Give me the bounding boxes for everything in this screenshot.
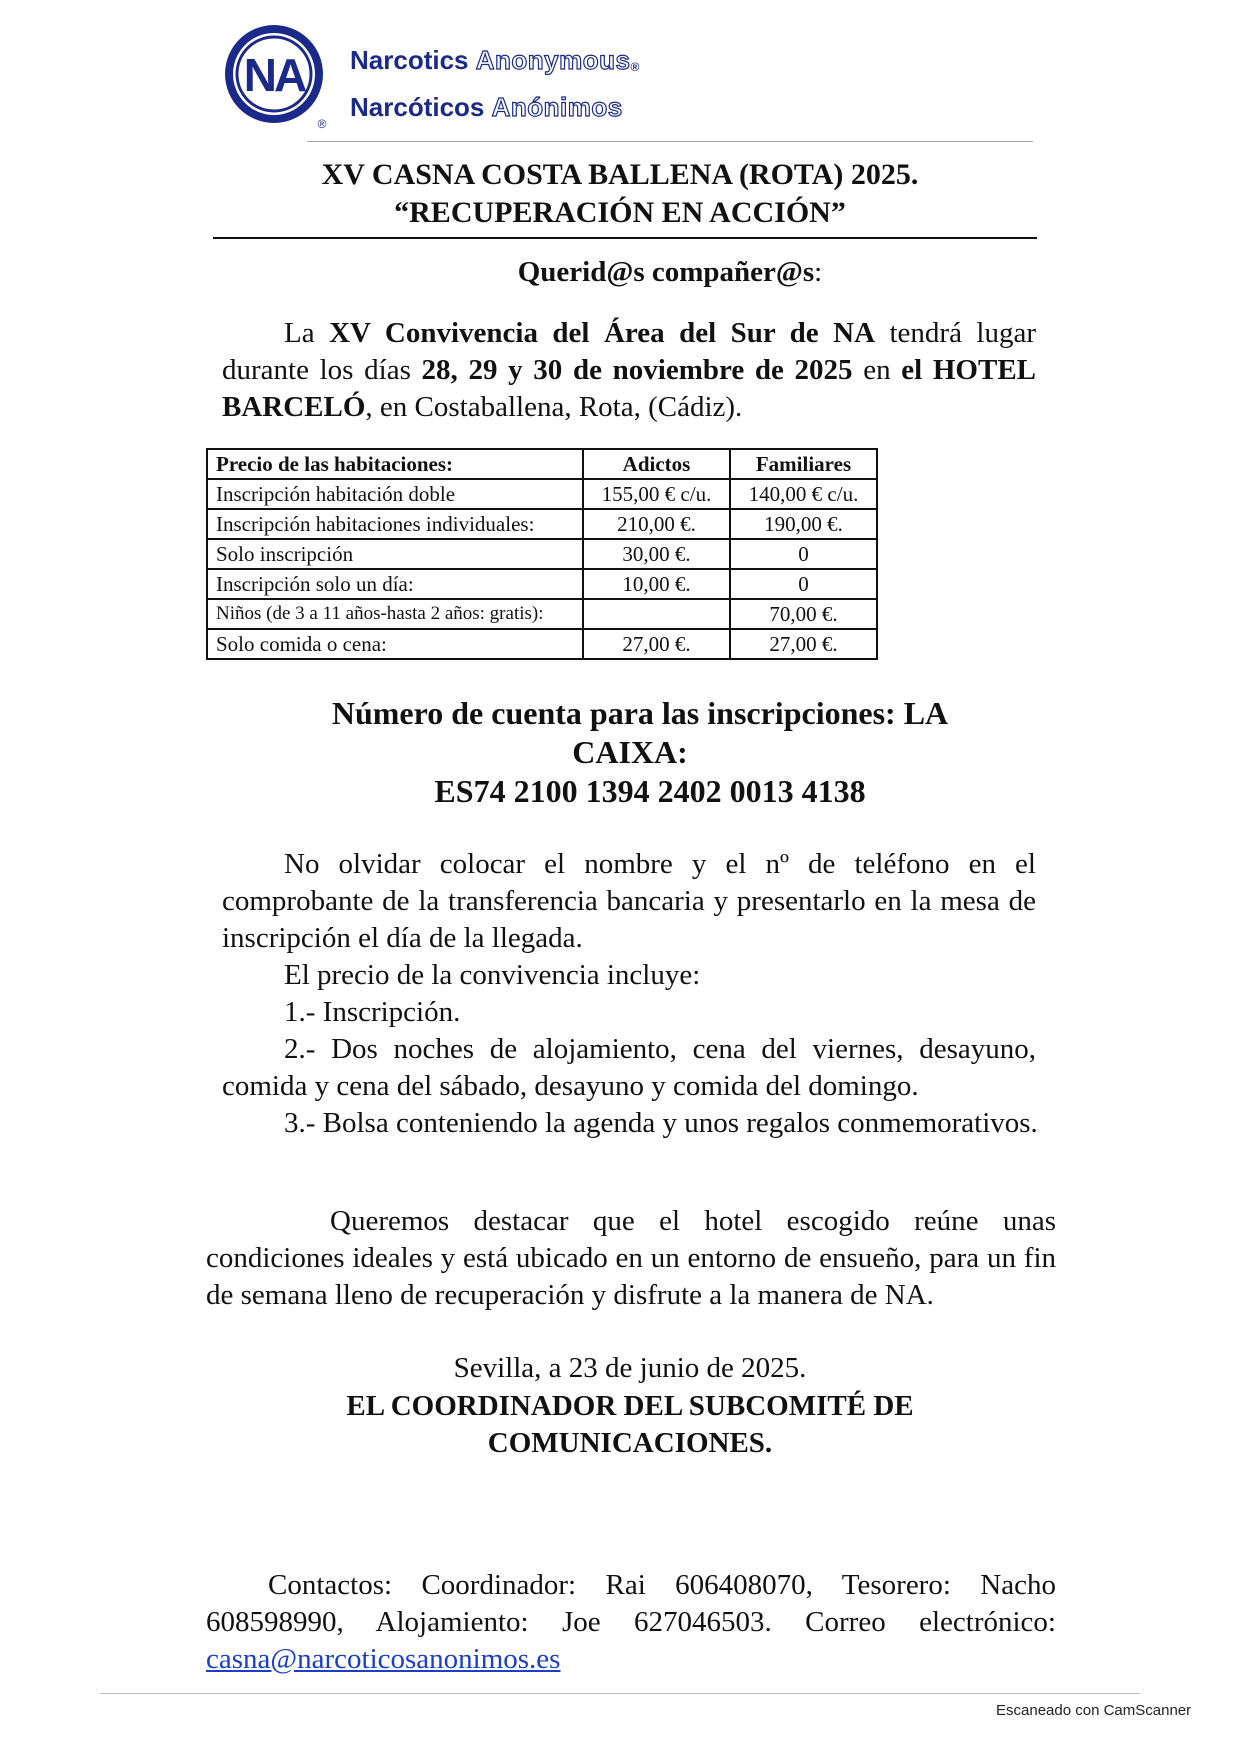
intro-text-1: La — [284, 317, 330, 349]
includes-intro: El precio de la convivencia incluye: — [284, 959, 701, 991]
list-item-2: 2.- Dos noches de alojamiento, cena del viernes, desayuno, comida y cena del sábado, desayuno y comida del domingo. — [222, 1033, 1036, 1102]
price-addicts: 155,00 € c/u. — [583, 479, 730, 509]
list-item-1: 1.- Inscripción. — [284, 996, 461, 1028]
event-title: XV CASNA COSTA BALLENA (ROTA) 2025. — [321, 158, 919, 191]
header-room-price: Precio de las habitaciones: — [207, 449, 583, 479]
email-link[interactable]: casna@narcoticosanonimos.es — [206, 1643, 561, 1675]
table-header-row — [207, 449, 877, 479]
price-addicts: 30,00 €. — [583, 539, 730, 569]
table-row — [207, 569, 877, 599]
place-date: Sevilla, a 23 de junio de 2025. — [453, 1352, 807, 1384]
price-family: 27,00 €. — [730, 629, 877, 659]
price-table — [206, 448, 878, 660]
signer-role-line-2: COMUNICACIONES. — [487, 1427, 773, 1459]
logo-registered: ® — [630, 60, 640, 74]
row-label: Solo comida o cena: — [207, 629, 583, 659]
table-row — [207, 509, 877, 539]
reminder-paragraph: No olvidar colocar el nombre y el nº de teléfono en el comprobante de la transferencia bancaria y presentarlo en la mesa de inscripción el día de la llegada. — [222, 848, 1036, 954]
contacts-text: Contactos: Coordinador: Rai 606408070, Tesorero: Nacho 608598990, Alojamiento: Joe 627046503. Correo electrónico: — [206, 1569, 1056, 1638]
na-monogram: NA — [243, 49, 305, 101]
price-family: 0 — [730, 539, 877, 569]
logo-line-es — [350, 87, 639, 127]
price-addicts: 210,00 €. — [583, 509, 730, 539]
price-addicts — [583, 599, 730, 629]
intro-text-2: tendrá lugar durante los días — [222, 317, 1037, 386]
intro-text-3: en — [852, 354, 902, 386]
header-family: Familiares — [730, 449, 877, 479]
na-logo-seal — [222, 22, 332, 132]
intro-dates: 28, 29 y 30 de noviembre de 2025 — [421, 354, 853, 386]
greeting-colon: : — [814, 256, 823, 288]
bank-heading: Número de cuenta para las inscripciones: LA — [331, 695, 949, 731]
price-addicts: 10,00 €. — [583, 569, 730, 599]
price-family: 190,00 €. — [730, 509, 877, 539]
row-label: Inscripción solo un día: — [207, 569, 583, 599]
title-divider — [213, 237, 1037, 239]
logo-line-en — [350, 40, 639, 87]
bank-iban: ES74 2100 1394 2402 0013 4138 — [434, 773, 866, 809]
header-divider — [307, 141, 1033, 142]
table-row — [207, 479, 877, 509]
header-addicts: Adictos — [583, 449, 730, 479]
contacts-paragraph — [206, 1567, 1056, 1678]
greeting-text: Querid@s compañer@s — [517, 256, 815, 288]
registered-mark: ® — [317, 117, 327, 131]
row-label: Inscripción habitaciones individuales: — [207, 509, 583, 539]
row-label: Niños (de 3 a 11 años-hasta 2 años: gratis): — [207, 599, 583, 629]
event-motto: “RECUPERACIÓN EN ACCIÓN” — [394, 196, 846, 229]
footer-divider — [100, 1693, 1140, 1694]
logo-wordmark — [350, 40, 639, 127]
row-label: Inscripción habitación doble — [207, 479, 583, 509]
bank-name: CAIXA: — [572, 734, 688, 770]
price-family: 70,00 €. — [730, 599, 877, 629]
signer-role-line-1: EL COORDINADOR DEL SUBCOMITÉ DE — [346, 1390, 914, 1422]
list-item-3: 3.- Bolsa conteniendo la agenda y unos regalos conmemorativos. — [284, 1107, 1038, 1139]
intro-paragraph — [222, 315, 1036, 426]
logo-word-narcotics: Narcotics — [350, 45, 469, 75]
price-family: 140,00 € c/u. — [730, 479, 877, 509]
table-row — [207, 599, 877, 629]
intro-event-name: XV Convivencia del Área del Sur de NA — [329, 317, 876, 349]
greeting — [0, 256, 1240, 289]
scanner-watermark: Escaneado con CamScanner — [996, 1702, 1192, 1719]
highlight-paragraph: Queremos destacar que el hotel escogido reúne unas condiciones ideales y está ubicado en un entorno de ensueño, para un fin de semana lleno de recuperación y disfrute a la manera de NA. — [206, 1205, 1056, 1311]
table-row — [207, 539, 877, 569]
logo-word-narcoticos: Narcóticos — [350, 92, 485, 122]
intro-hotel: el HOTEL BARCELÓ — [222, 354, 1037, 423]
table-row — [207, 629, 877, 659]
row-label: Solo inscripción — [207, 539, 583, 569]
logo-word-anonimos: Anónimos — [491, 92, 623, 122]
intro-location: , en Costaballena, Rota, (Cádiz). — [365, 391, 743, 423]
price-family: 0 — [730, 569, 877, 599]
logo-word-anonymous: Anonymous — [475, 45, 631, 75]
price-addicts: 27,00 €. — [583, 629, 730, 659]
